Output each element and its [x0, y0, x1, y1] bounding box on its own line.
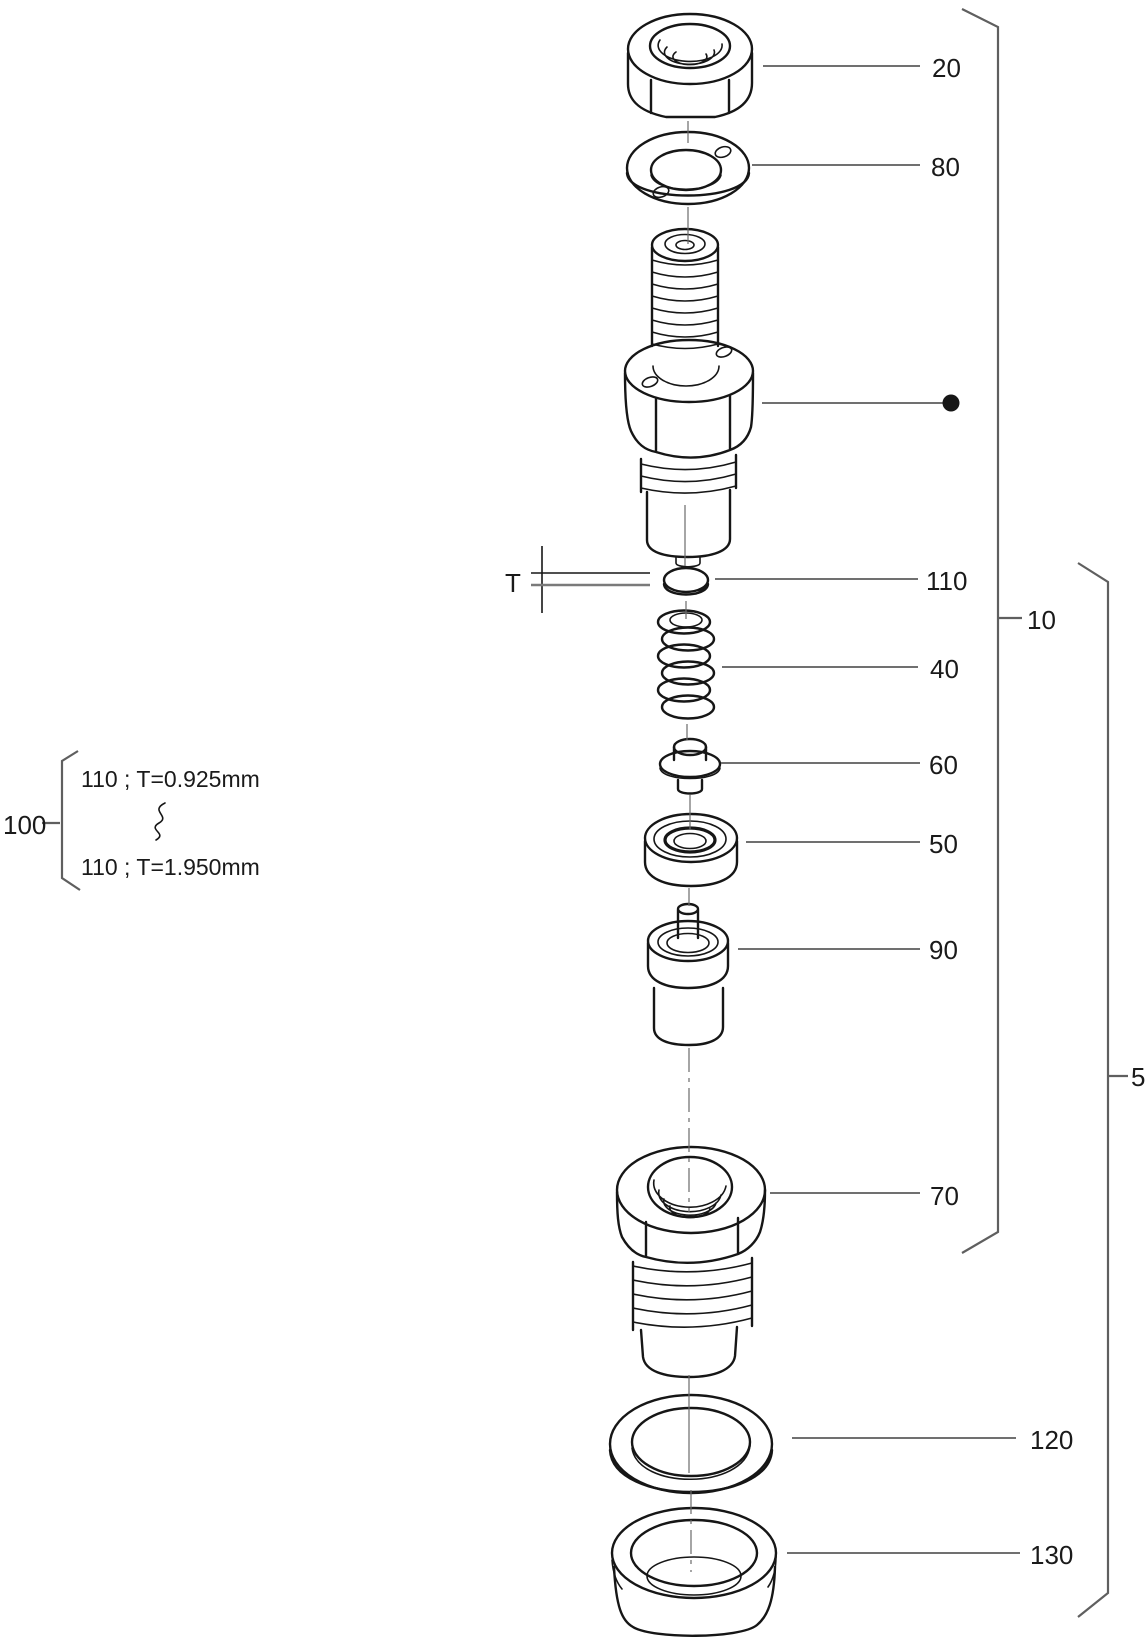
spring-coil — [662, 696, 714, 719]
part-130-heat-shield — [612, 1508, 776, 1636]
callout-label-90: 90 — [929, 935, 958, 965]
callout-label-20: 20 — [932, 53, 961, 83]
shield-cup-body — [614, 1567, 775, 1636]
shield-inner-bottom — [647, 1557, 741, 1595]
group-label-5: 5 — [1131, 1062, 1146, 1092]
retnut-bottom-cylinder — [641, 1327, 737, 1377]
shim-note-max: 110 ; T=1.950mm — [81, 854, 260, 880]
stud-top-counterbore — [665, 235, 705, 254]
part-70-retaining-nut — [617, 1147, 765, 1377]
shield-rim — [612, 1508, 776, 1598]
group-label-100: 100 — [3, 810, 47, 840]
washer-bore — [651, 150, 721, 190]
flange-top-face — [625, 340, 753, 402]
part-50-spacer — [645, 814, 737, 886]
bracket-group-5 — [1078, 563, 1108, 1617]
stud-base-collar — [653, 366, 719, 386]
washer-hole-right — [714, 145, 732, 159]
shim-thickness-note — [81, 766, 260, 880]
bracket-group-100 — [62, 751, 80, 890]
nozzle-lower-cylinder — [654, 988, 723, 1045]
flange-hole-left — [641, 375, 659, 389]
part-40-spring — [658, 611, 714, 719]
gasket-bore-thickness — [632, 1446, 750, 1479]
spacer-bore — [674, 834, 706, 849]
neck-sides — [641, 455, 736, 492]
part-110-shim — [664, 568, 708, 595]
callout-label-80: 80 — [931, 152, 960, 182]
range-squiggle — [155, 803, 165, 840]
callout-label-130: 130 — [1030, 1540, 1074, 1570]
callout-label-110: 110 — [926, 566, 968, 596]
callout-label-60: 60 — [929, 750, 958, 780]
gasket-bore — [632, 1408, 750, 1476]
assembly-centerlines — [685, 121, 691, 1572]
gasket-outer — [610, 1395, 772, 1493]
retnut-hex-body — [617, 1190, 765, 1263]
t-dimension — [505, 546, 650, 613]
t-dimension-label: T — [505, 568, 521, 598]
washer-thickness — [627, 173, 749, 196]
nozzle-flange-body — [648, 943, 728, 988]
stud-threads — [652, 260, 718, 349]
shim-top-face — [664, 568, 708, 592]
stud-center-hole — [676, 241, 694, 250]
shim-note-min: 110 ; T=0.925mm — [81, 766, 260, 792]
body-bottom-tab — [676, 557, 700, 567]
nozzle-top-face — [648, 921, 728, 961]
neck-threads — [641, 462, 736, 493]
main-body-nozzle-holder — [625, 229, 753, 567]
retnut-threads — [633, 1263, 752, 1327]
part-20-cap-nut — [628, 14, 752, 117]
group-label-10: 10 — [1027, 605, 1056, 635]
leader-lines — [715, 66, 1020, 1553]
nut-thread-arcs — [658, 40, 722, 65]
body-lower-cylinder — [647, 490, 730, 557]
needle-top-face — [678, 904, 698, 914]
part-90-nozzle — [648, 904, 728, 1045]
callout-label-120: 120 — [1030, 1425, 1074, 1455]
bullet-marker — [943, 395, 960, 412]
nozzle-bore — [667, 934, 709, 953]
bracket-group-10 — [962, 9, 998, 1253]
seat-lower-nub — [678, 780, 702, 794]
callout-label-40: 40 — [930, 654, 959, 684]
part-60-spring-seat — [660, 739, 720, 794]
callout-labels — [3, 53, 1145, 1570]
part-120-gasket — [610, 1395, 772, 1493]
callout-label-50: 50 — [929, 829, 958, 859]
callout-label-70: 70 — [930, 1181, 959, 1211]
retnut-top-face — [617, 1147, 765, 1233]
grouping-brackets — [42, 9, 1128, 1617]
shield-inner-rim — [631, 1520, 757, 1586]
